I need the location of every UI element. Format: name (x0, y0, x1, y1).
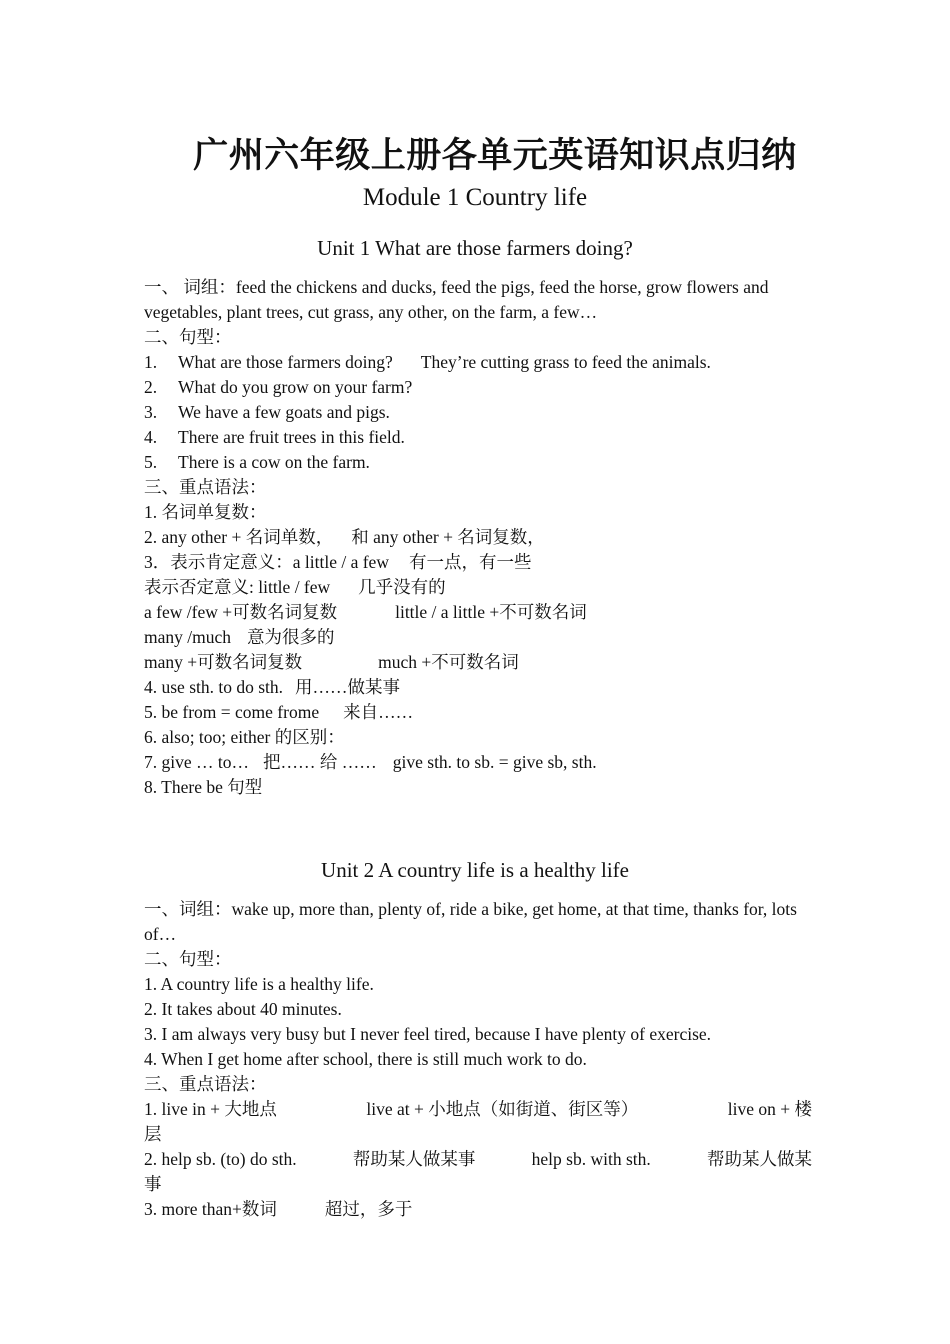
grammar-point (144, 1097, 812, 1122)
grammar-text: 和 any other + 名词复数， (351, 527, 545, 547)
unit2-sentence: 4. When I get home after school, there is still much work to do. (144, 1049, 587, 1069)
grammar-point-continued: 事 (144, 1174, 162, 1194)
sentence-answer: They’re cutting grass to feed the animals. (420, 352, 711, 372)
grammar-text: 来自…… (343, 702, 414, 722)
grammar-point (144, 1147, 812, 1172)
unit1-heading: Unit 1 What are those farmers doing? (317, 236, 633, 260)
grammar-text: help sb. with sth. (531, 1149, 651, 1169)
unit1-vocab-label: 一、 词组： (144, 277, 236, 297)
sentence-number: 3. (144, 402, 158, 422)
unit1-sentence (144, 375, 812, 400)
unit1-sentence (144, 425, 812, 450)
unit2-vocab-label: 一、词组： (144, 899, 232, 919)
sentence-text: What do you grow on your farm? (178, 377, 413, 397)
grammar-text: 帮助某人做某事 (352, 1149, 476, 1169)
grammar-point (144, 575, 812, 600)
unit1-vocab (144, 275, 812, 325)
unit2-vocab (144, 897, 812, 947)
grammar-text: a few /few +可数名词复数 (144, 602, 338, 622)
grammar-text: 把…… 给 …… (263, 752, 377, 772)
sentence-number: 2. (144, 377, 158, 397)
grammar-point (144, 525, 812, 550)
grammar-point (144, 700, 812, 725)
grammar-text: 表示否定意义: little / few (144, 577, 331, 597)
grammar-text: much +不可数名词 (378, 652, 519, 672)
grammar-text: 5. be from = come frome (144, 702, 320, 722)
grammar-text: 几乎没有的 (358, 577, 446, 597)
grammar-point (144, 550, 812, 575)
grammar-point (144, 750, 812, 775)
unit1-sentences-label: 二、句型： (144, 327, 232, 347)
grammar-point-continued: 层 (144, 1124, 162, 1144)
grammar-text: 4. use sth. to do sth. (144, 677, 284, 697)
unit2-vocab-text: wake up, more than, plenty of, ride a bike, get home, at that time, thanks for, lots of… (144, 899, 797, 944)
grammar-text: 有一点，有一些 (408, 552, 532, 572)
grammar-text: 3．表示肯定意义：a little / a few (144, 552, 389, 572)
sentence-number: 1. (144, 352, 158, 372)
grammar-point (144, 600, 812, 625)
grammar-text: 7. give … to… (144, 752, 249, 772)
grammar-point (144, 675, 812, 700)
unit2-grammar-label: 三、重点语法： (144, 1074, 267, 1094)
grammar-text: 意为很多的 (247, 627, 335, 647)
unit1-sentence (144, 400, 812, 425)
grammar-text: many +可数名词复数 (144, 652, 303, 672)
unit2-heading: Unit 2 A country life is a healthy life (321, 858, 629, 882)
document-title: 广州六年级上册各单元英语知识点归纳 (193, 136, 797, 176)
grammar-text: 1. live in + 大地点 (144, 1099, 277, 1119)
unit1-sentence (144, 450, 812, 475)
unit1-sentence (144, 350, 812, 375)
grammar-text: little / a little +不可数名词 (395, 602, 587, 622)
grammar-text: give sth. to sb. = give sb, sth. (392, 752, 597, 772)
sentence-text: There is a cow on the farm. (178, 452, 370, 472)
unit2-sentence: 2. It takes about 40 minutes. (144, 999, 342, 1019)
sentence-text: We have a few goats and pigs. (178, 402, 390, 422)
unit2-sentence: 3. I am always very busy but I never feel tired, because I have plenty of exercise. (144, 1024, 712, 1044)
grammar-text: live on + 楼 (727, 1099, 812, 1119)
grammar-point: 8. There be 句型 (144, 777, 263, 797)
grammar-text: 2. any other + 名词单数， (144, 527, 334, 547)
sentence-number: 5. (144, 452, 158, 472)
grammar-text: 3. more than+数词 (144, 1199, 277, 1219)
unit2-sentence: 1. A country life is a healthy life. (144, 974, 374, 994)
grammar-text: live at + 小地点（如街道、街区等） (366, 1099, 639, 1119)
unit1-grammar-label: 三、重点语法： (144, 477, 267, 497)
unit1-vocab-text: feed the chickens and ducks, feed the pigs, feed the horse, grow flowers and vegetables, plant trees, cut grass, any other, on the farm, a few… (144, 277, 769, 322)
module-heading: Module 1 Country life (362, 184, 588, 211)
unit1-body (144, 275, 812, 800)
sentence-question: What are those farmers doing? (178, 352, 393, 372)
unit2-body (144, 897, 812, 1222)
grammar-text: 帮助某人做某 (707, 1149, 812, 1169)
grammar-point (144, 1197, 812, 1222)
unit2-sentences-label: 二、句型： (144, 949, 232, 969)
sentence-text: There are fruit trees in this field. (178, 427, 405, 447)
grammar-text: many /much (144, 627, 231, 647)
grammar-text: 超过，多于 (324, 1199, 413, 1219)
grammar-point: 6. also; too; either 的区别： (144, 727, 345, 747)
grammar-text: 用……做某事 (295, 677, 401, 697)
sentence-number: 4. (144, 427, 158, 447)
grammar-point: 1. 名词单复数： (144, 502, 267, 522)
grammar-point (144, 650, 812, 675)
grammar-point (144, 625, 812, 650)
grammar-text: 2. help sb. (to) do sth. (144, 1149, 297, 1169)
